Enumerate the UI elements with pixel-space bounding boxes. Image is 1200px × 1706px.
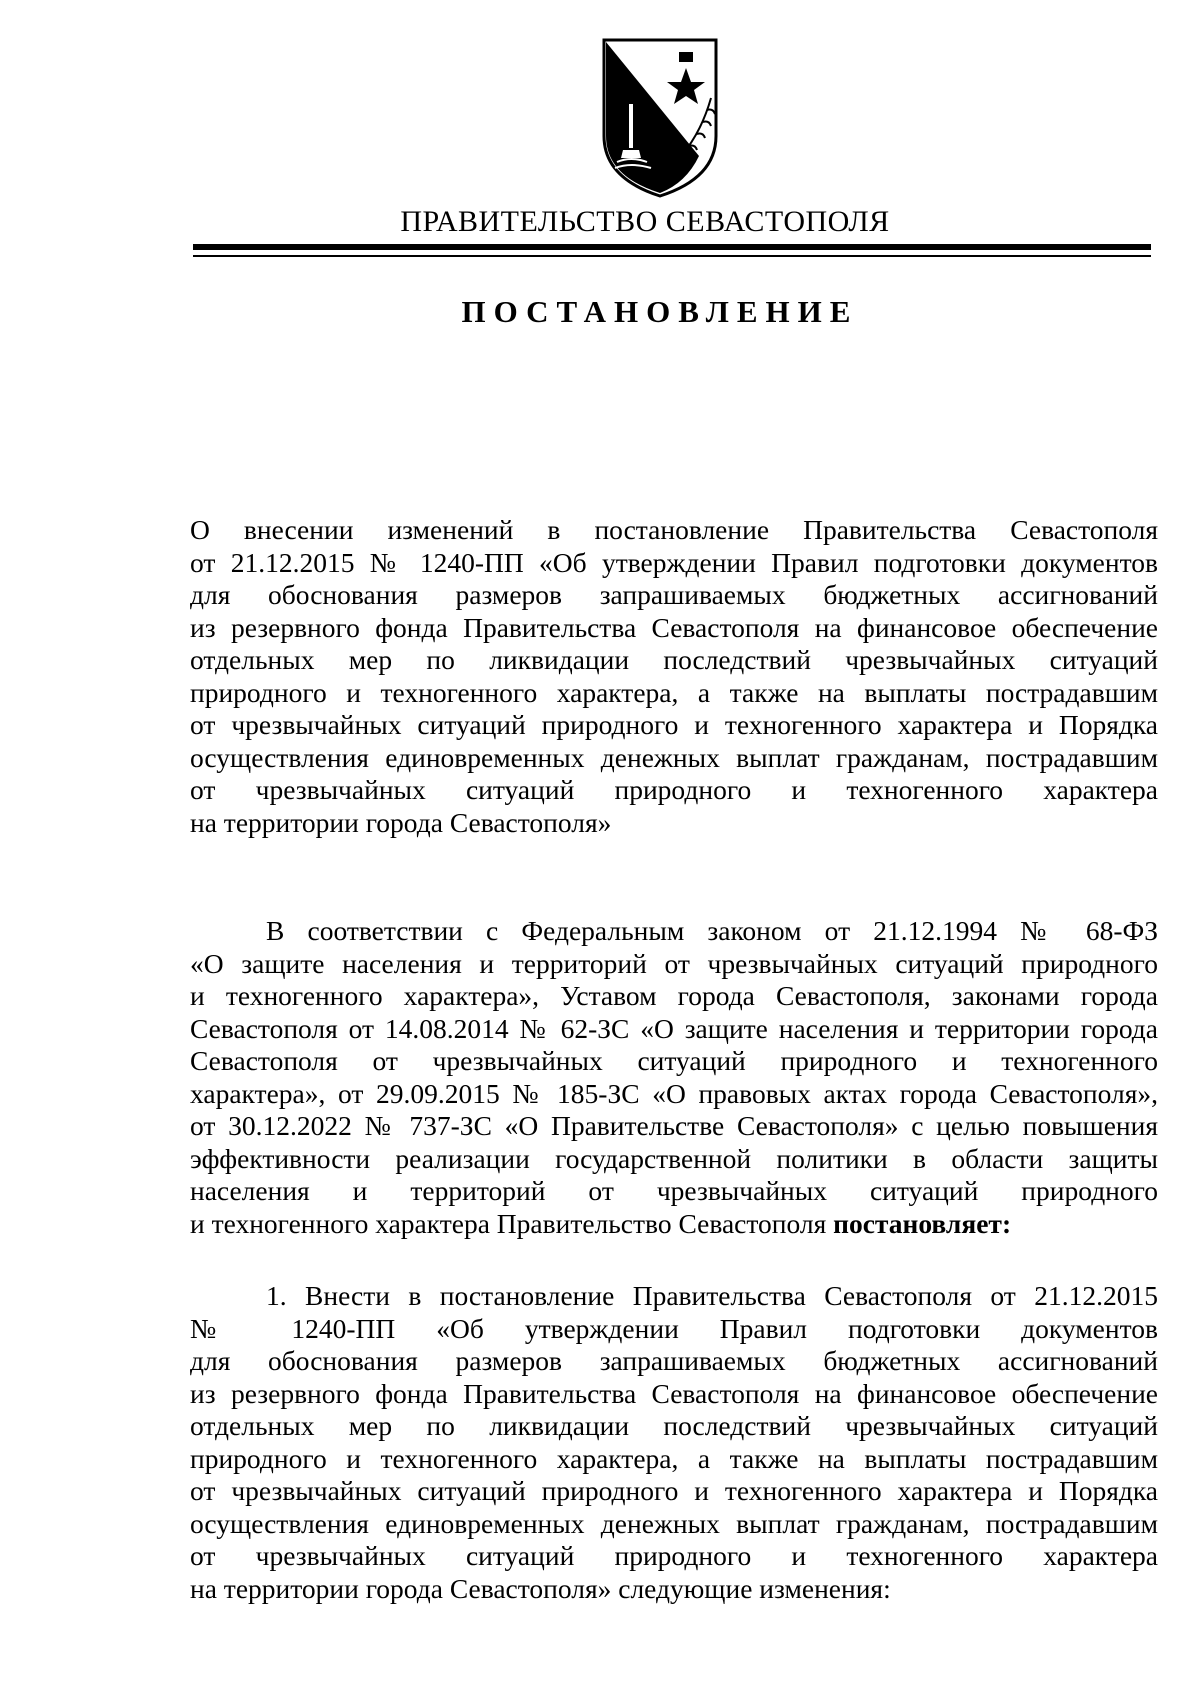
document-type: ПОСТАНОВЛЕНИЕ <box>461 294 859 329</box>
item-line: от чрезвычайных ситуаций природного и техногенного характера и Порядка <box>190 1475 1158 1506</box>
preamble-last-line <box>190 1208 1158 1241</box>
sevastopol-coat-of-arms-icon <box>601 38 719 198</box>
item-line: осуществления единовременных денежных выплат гражданам, пострадавшим <box>190 1507 1158 1539</box>
preamble-line: В соответствии с Федеральным законом от 21.12.1994 № 68-ФЗ <box>266 915 1158 946</box>
preamble-line: эффективности реализации государственной политики в области защиты <box>190 1142 1158 1174</box>
item-line: природного и техногенного характера, а также на выплаты пострадавшим <box>190 1442 1158 1474</box>
title-line: от чрезвычайных ситуаций природного и техногенного характера и Порядка <box>190 709 1158 740</box>
item-line: на территории города Севастополя» следующие изменения: <box>190 1572 891 1604</box>
header-rule-thick <box>193 244 1151 250</box>
header-rule-thin <box>193 255 1151 257</box>
title-line: отдельных мер по ликвидации последствий чрезвычайных ситуаций <box>190 644 1158 675</box>
item-line: из резервного фонда Правительства Севастополя на финансовое обеспечение <box>190 1377 1158 1409</box>
preamble-line-text: и техногенного характера Правительство Севастополя <box>190 1207 834 1239</box>
title-line: осуществления единовременных денежных выплат гражданам, пострадавшим <box>190 741 1158 773</box>
preamble-line: Севастополя от чрезвычайных ситуаций природного и техногенного <box>190 1045 1158 1076</box>
preamble-line: от 30.12.2022 № 737-ЗС «О Правительстве Севастополя» с целью повышения <box>190 1110 1158 1141</box>
title-line: на территории города Севастополя» <box>190 806 612 838</box>
preamble-line: характера», от 29.09.2015 № 185-ЗС «О правовых актах города Севастополя», <box>190 1077 1158 1109</box>
item-line: от чрезвычайных ситуаций природного и техногенного характера <box>190 1540 1158 1571</box>
title-line: из резервного фонда Правительства Севастополя на финансовое обеспечение <box>190 611 1158 643</box>
item-line: отдельных мер по ликвидации последствий чрезвычайных ситуаций <box>190 1410 1158 1441</box>
title-line: для обоснования размеров запрашиваемых бюджетных ассигнований <box>190 579 1158 610</box>
title-line: О внесении изменений в постановление Правительства Севастополя <box>190 514 1158 545</box>
title-line: природного и техногенного характера, а также на выплаты пострадавшим <box>190 676 1158 708</box>
preamble-line: Севастополя от 14.08.2014 № 62-ЗС «О защите населения и территории города <box>190 1012 1158 1044</box>
preamble-line: населения и территорий от чрезвычайных ситуаций природного <box>190 1175 1158 1206</box>
title-line: от 21.12.2015 № 1240-ПП «Об утверждении Правил подготовки документов <box>190 546 1158 578</box>
resolves-keyword: постановляет: <box>833 1207 1012 1239</box>
item-line: № 1240-ПП «Об утверждении Правил подготовки документов <box>190 1312 1158 1344</box>
item-line: 1. Внести в постановление Правительства Севастополя от 21.12.2015 <box>266 1280 1158 1311</box>
title-line: от чрезвычайных ситуаций природного и техногенного характера <box>190 774 1158 805</box>
preamble-line: «О защите населения и территорий от чрезвычайных ситуаций природного <box>190 947 1158 979</box>
document-title <box>190 514 1158 839</box>
preamble-line: и техногенного характера», Уставом города Севастополя, законами города <box>190 980 1158 1011</box>
org-name: ПРАВИТЕЛЬСТВО СЕВАСТОПОЛЯ <box>400 205 890 238</box>
item-line: для обоснования размеров запрашиваемых бюджетных ассигнований <box>190 1345 1158 1376</box>
preamble-paragraph <box>190 915 1158 1240</box>
item-1-paragraph <box>190 1280 1158 1605</box>
